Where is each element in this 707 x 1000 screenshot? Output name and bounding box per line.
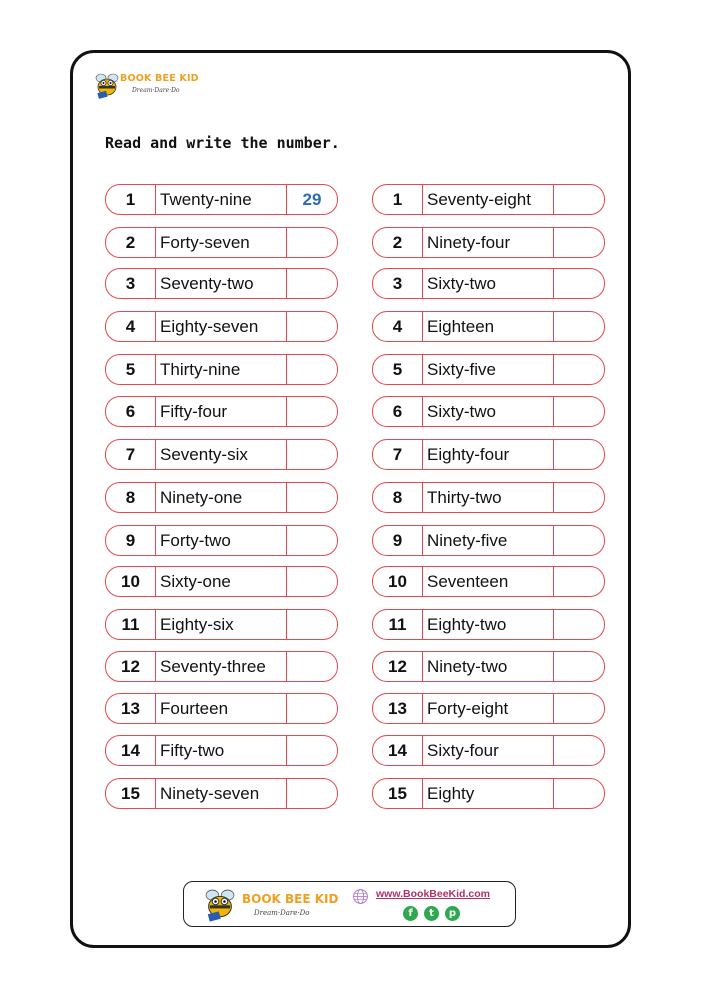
number-word: Fourteen	[156, 694, 287, 723]
bee-mascot-icon	[200, 885, 240, 923]
exercise-row	[105, 735, 338, 766]
number-word: Sixty-four	[423, 736, 554, 765]
item-number: 2	[373, 228, 423, 257]
exercise-row	[372, 354, 605, 385]
answer-box[interactable]	[554, 228, 604, 257]
number-word: Twenty-nine	[156, 185, 287, 214]
item-number: 8	[106, 483, 156, 512]
answer-box[interactable]	[287, 526, 337, 555]
exercise-row	[372, 227, 605, 258]
number-word: Ninety-two	[423, 652, 554, 681]
exercise-row	[105, 566, 338, 597]
exercise-row	[372, 525, 605, 556]
number-word: Ninety-five	[423, 526, 554, 555]
item-number: 2	[106, 228, 156, 257]
number-word: Sixty-one	[156, 567, 287, 596]
answer-box[interactable]	[554, 526, 604, 555]
exercise-row	[372, 609, 605, 640]
answer-box[interactable]	[287, 736, 337, 765]
exercise-row	[105, 184, 338, 215]
answer-box[interactable]	[287, 228, 337, 257]
footer-tagline: Dream·Dare·Do	[254, 909, 310, 917]
exercise-row	[105, 354, 338, 385]
number-word: Sixty-five	[423, 355, 554, 384]
website-link[interactable]: www.BookBeeKid.com	[376, 888, 490, 900]
answer-box[interactable]	[287, 483, 337, 512]
item-number: 1	[373, 185, 423, 214]
item-number: 7	[106, 440, 156, 469]
number-word: Eighty-four	[423, 440, 554, 469]
answer-box[interactable]	[287, 779, 337, 808]
globe-icon	[352, 888, 369, 905]
answer-box[interactable]	[287, 397, 337, 426]
number-word: Seventeen	[423, 567, 554, 596]
answer-box[interactable]	[554, 567, 604, 596]
number-word: Seventy-two	[156, 269, 287, 298]
answer-box[interactable]	[287, 652, 337, 681]
answer-box[interactable]	[554, 694, 604, 723]
item-number: 12	[373, 652, 423, 681]
item-number: 9	[373, 526, 423, 555]
exercise-row	[105, 439, 338, 470]
item-number: 10	[106, 567, 156, 596]
number-word: Thirty-nine	[156, 355, 287, 384]
item-number: 15	[373, 779, 423, 808]
number-word: Eighty	[423, 779, 554, 808]
item-number: 6	[106, 397, 156, 426]
instruction-text: Read and write the number.	[105, 134, 340, 152]
item-number: 13	[373, 694, 423, 723]
item-number: 11	[373, 610, 423, 639]
pinterest-icon[interactable]: p	[445, 906, 460, 921]
item-number: 5	[373, 355, 423, 384]
exercise-row	[372, 651, 605, 682]
bee-mascot-icon	[92, 70, 122, 100]
exercise-row	[105, 525, 338, 556]
answer-box[interactable]	[287, 610, 337, 639]
number-word: Eighty-two	[423, 610, 554, 639]
number-word: Seventy-six	[156, 440, 287, 469]
answer-box[interactable]	[554, 185, 604, 214]
number-word: Ninety-one	[156, 483, 287, 512]
answer-box[interactable]	[554, 440, 604, 469]
exercise-row	[372, 735, 605, 766]
number-word: Forty-two	[156, 526, 287, 555]
item-number: 1	[106, 185, 156, 214]
footer-banner	[183, 881, 516, 927]
item-number: 10	[373, 567, 423, 596]
twitter-icon[interactable]: t	[424, 906, 439, 921]
answer-box[interactable]	[554, 652, 604, 681]
exercise-row	[105, 778, 338, 809]
answer-box[interactable]	[554, 355, 604, 384]
exercise-row	[372, 184, 605, 215]
answer-box[interactable]	[554, 610, 604, 639]
exercise-row	[105, 693, 338, 724]
answer-box[interactable]	[554, 779, 604, 808]
number-word: Eighty-seven	[156, 312, 287, 341]
item-number: 13	[106, 694, 156, 723]
exercise-row	[372, 268, 605, 299]
exercise-row	[105, 651, 338, 682]
answer-box[interactable]	[554, 397, 604, 426]
answer-box[interactable]	[554, 736, 604, 765]
answer-box[interactable]	[287, 567, 337, 596]
item-number: 7	[373, 440, 423, 469]
answer-box[interactable]	[287, 269, 337, 298]
exercise-row	[372, 693, 605, 724]
exercise-row	[372, 311, 605, 342]
answer-box[interactable]	[287, 440, 337, 469]
item-number: 6	[373, 397, 423, 426]
number-word: Ninety-four	[423, 228, 554, 257]
number-word: Thirty-two	[423, 483, 554, 512]
answer-box[interactable]: 29	[302, 189, 322, 209]
number-word: Seventy-three	[156, 652, 287, 681]
exercise-row	[105, 609, 338, 640]
brand-name: BOOK BEE KID	[120, 73, 199, 84]
answer-box[interactable]	[287, 355, 337, 384]
number-word: Sixty-two	[423, 397, 554, 426]
item-number: 12	[106, 652, 156, 681]
exercise-row	[105, 396, 338, 427]
exercise-row	[105, 268, 338, 299]
brand-tagline: Dream·Dare·Do	[132, 87, 180, 94]
exercise-row	[372, 566, 605, 597]
exercise-row	[105, 227, 338, 258]
facebook-icon[interactable]: f	[403, 906, 418, 921]
number-word: Eighteen	[423, 312, 554, 341]
item-number: 3	[106, 269, 156, 298]
exercise-row	[105, 482, 338, 513]
exercise-row	[372, 439, 605, 470]
item-number: 8	[373, 483, 423, 512]
number-word: Fifty-four	[156, 397, 287, 426]
item-number: 11	[106, 610, 156, 639]
item-number: 5	[106, 355, 156, 384]
answer-box[interactable]	[554, 483, 604, 512]
exercise-row	[372, 778, 605, 809]
answer-box[interactable]	[554, 269, 604, 298]
number-word: Seventy-eight	[423, 185, 554, 214]
number-word: Eighty-six	[156, 610, 287, 639]
number-word: Forty-seven	[156, 228, 287, 257]
number-word: Ninety-seven	[156, 779, 287, 808]
item-number: 14	[106, 736, 156, 765]
item-number: 4	[373, 312, 423, 341]
number-word: Forty-eight	[423, 694, 554, 723]
item-number: 14	[373, 736, 423, 765]
item-number: 3	[373, 269, 423, 298]
answer-box[interactable]	[287, 312, 337, 341]
item-number: 4	[106, 312, 156, 341]
item-number: 9	[106, 526, 156, 555]
exercise-row	[372, 396, 605, 427]
exercise-row	[105, 311, 338, 342]
footer-brand-name: BOOK BEE KID	[242, 892, 339, 906]
number-word: Fifty-two	[156, 736, 287, 765]
answer-box[interactable]	[554, 312, 604, 341]
answer-box[interactable]	[287, 694, 337, 723]
header-logo	[92, 70, 202, 104]
item-number: 15	[106, 779, 156, 808]
number-word: Sixty-two	[423, 269, 554, 298]
exercise-row	[372, 482, 605, 513]
